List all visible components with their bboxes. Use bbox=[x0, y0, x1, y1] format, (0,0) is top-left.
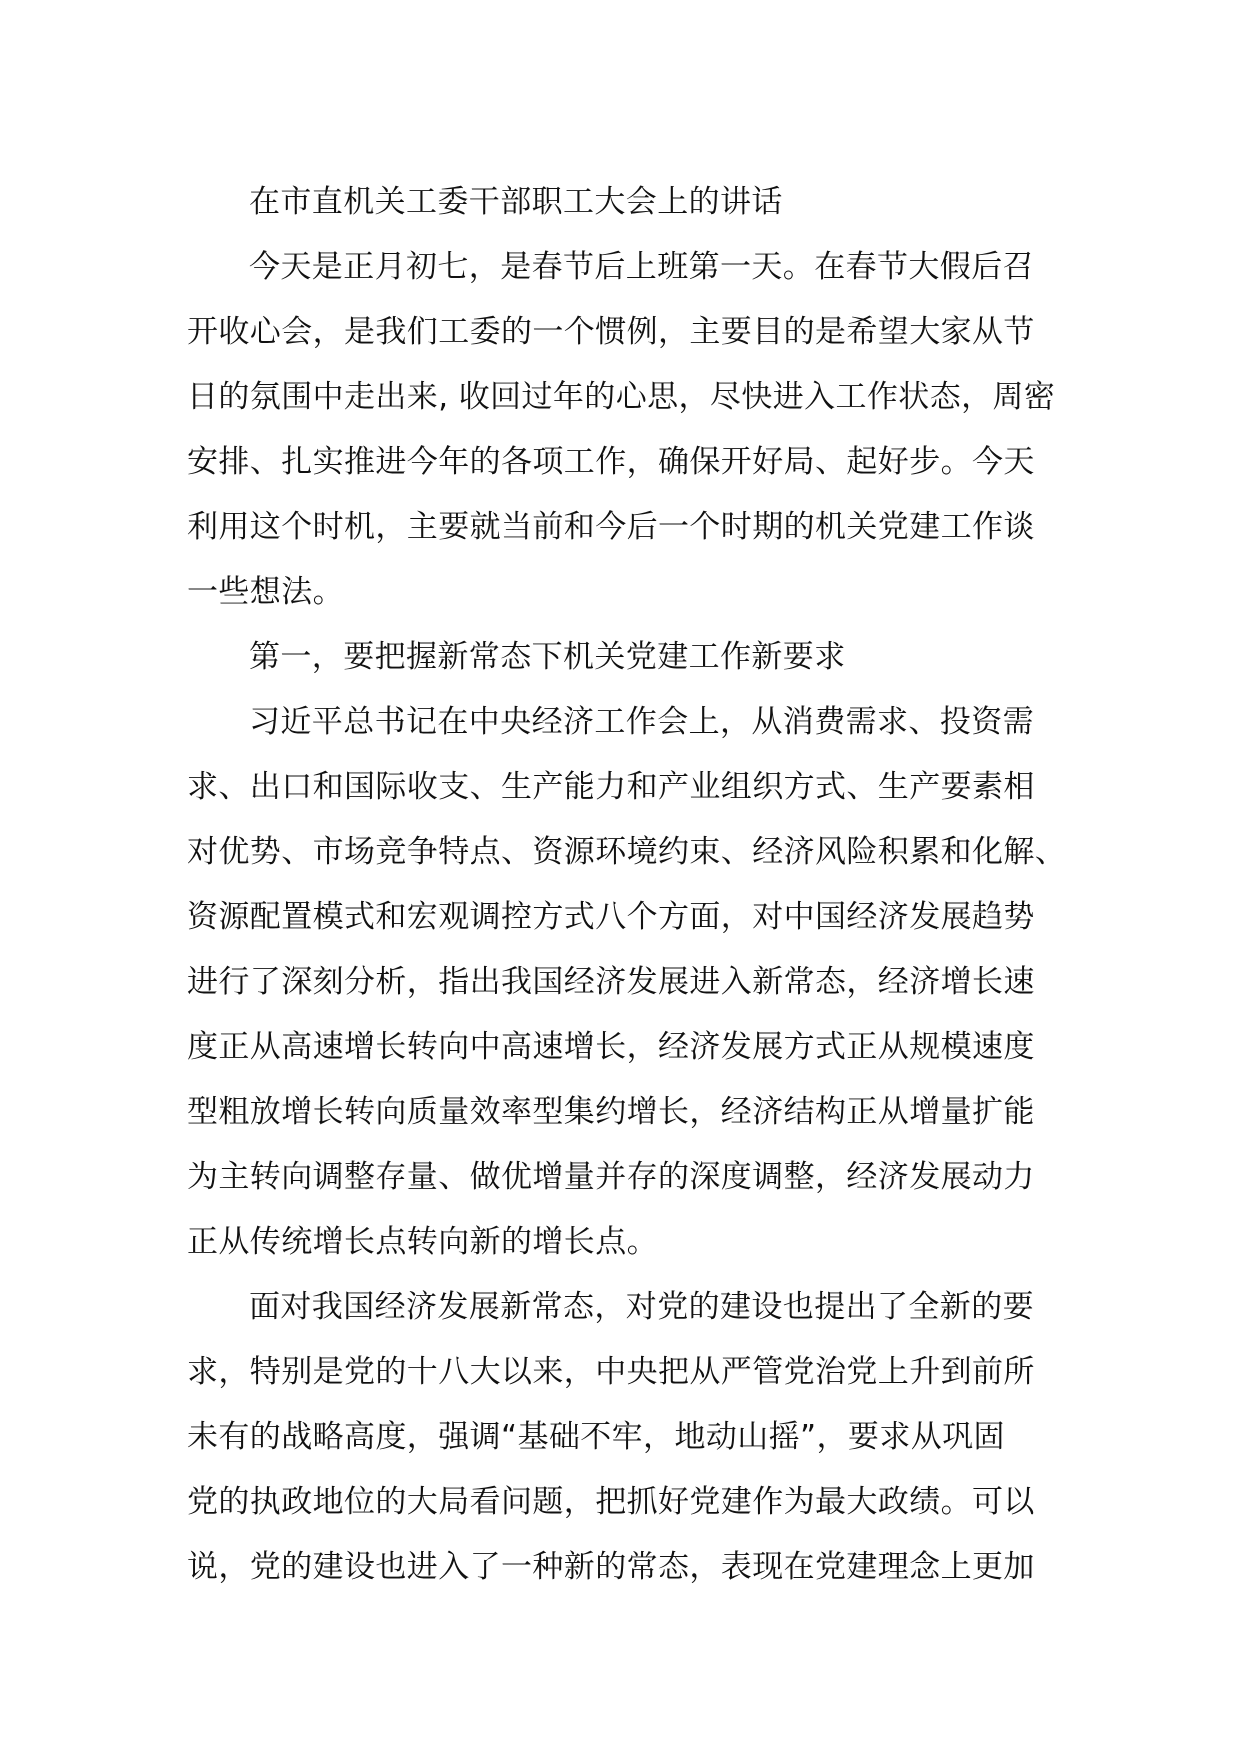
paragraph-line: 资源配置模式和宏观调控方式八个方面，对中国经济发展趋势 bbox=[187, 899, 1035, 935]
paragraph-list bbox=[187, 235, 1067, 1600]
paragraph bbox=[187, 235, 1057, 625]
paragraph bbox=[187, 625, 1057, 690]
document-body bbox=[187, 170, 1067, 1600]
paragraph-line: 型粗放增长转向质量效率型集约增长，经济结构正从增量扩能 bbox=[187, 1094, 1035, 1130]
paragraph bbox=[187, 1275, 1057, 1600]
paragraph-line: 求，特别是党的十八大以来，中央把从严管党治党上升到前所 bbox=[187, 1354, 1035, 1390]
paragraph-line: 度正从高速增长转向中高速增长，经济发展方式正从规模速度 bbox=[187, 1029, 1035, 1065]
paragraph-line: 习近平总书记在中央经济工作会上，从消费需求、投资需 bbox=[249, 704, 1034, 740]
paragraph-line: 为主转向调整存量、做优增量并存的深度调整，经济发展动力 bbox=[187, 1159, 1035, 1195]
paragraph-line: 日的氛围中走出来, 收回过年的心思，尽快进入工作状态，周密 bbox=[187, 379, 1056, 415]
paragraph-line: 对优势、市场竞争特点、资源环境约束、经济风险积累和化解、 bbox=[187, 834, 1067, 870]
paragraph-line: 面对我国经济发展新常态，对党的建设也提出了全新的要 bbox=[249, 1289, 1034, 1325]
paragraph-line: 进行了深刻分析，指出我国经济发展进入新常态，经济增长速 bbox=[187, 964, 1035, 1000]
paragraph-line: 一些想法。 bbox=[187, 574, 344, 610]
paragraph-line: 党的执政地位的大局看问题，把抓好党建作为最大政绩。可以 bbox=[187, 1484, 1035, 1520]
paragraph-line: 安排、扎实推进今年的各项工作，确保开好局、起好步。今天 bbox=[187, 444, 1035, 480]
paragraph-line: 求、出口和国际收支、生产能力和产业组织方式、生产要素相 bbox=[187, 769, 1035, 805]
paragraph bbox=[187, 690, 1067, 1275]
document-title: 在市直机关工委干部职工大会上的讲话 bbox=[249, 184, 783, 220]
paragraph-line: 第一，要把握新常态下机关党建工作新要求 bbox=[249, 639, 846, 675]
paragraph-line: 正从传统增长点转向新的增长点。 bbox=[187, 1224, 658, 1260]
paragraph-line: 说，党的建设也进入了一种新的常态，表现在党建理念上更加 bbox=[187, 1549, 1035, 1585]
paragraph-line: 未有的战略高度，强调“基础不牢，地动山摇”，要求从巩固 bbox=[187, 1419, 1005, 1455]
paragraph-line: 今天是正月初七，是春节后上班第一天。在春节大假后召 bbox=[249, 249, 1034, 285]
paragraph-line: 开收心会，是我们工委的一个惯例，主要目的是希望大家从节 bbox=[187, 314, 1035, 350]
paragraph-line: 利用这个时机，主要就当前和今后一个时期的机关党建工作谈 bbox=[187, 509, 1035, 545]
